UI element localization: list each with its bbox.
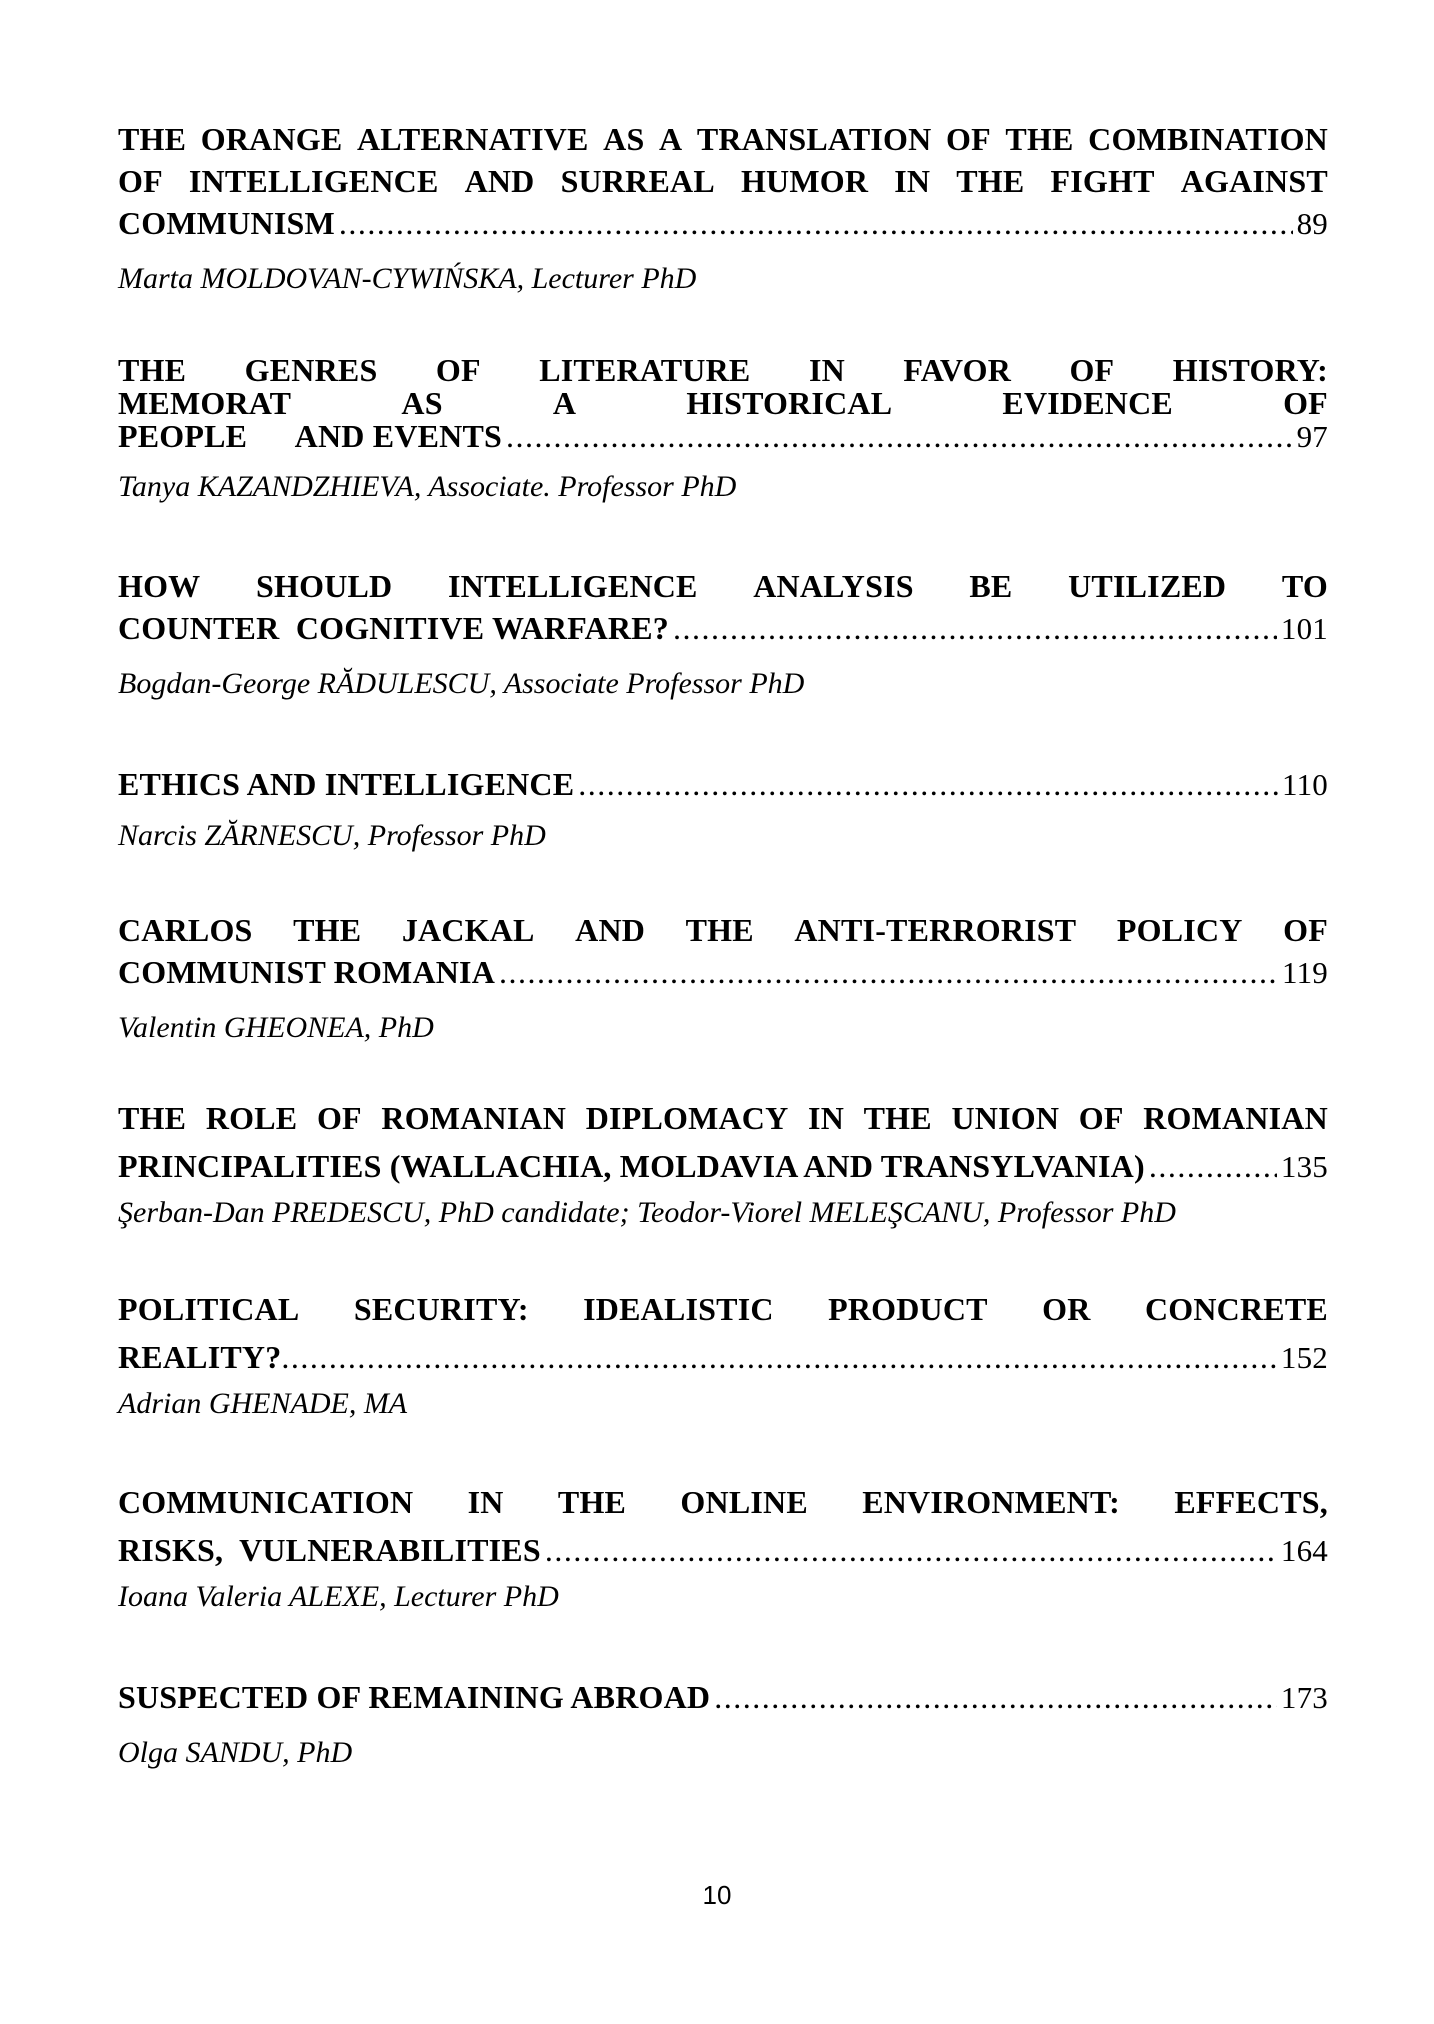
title-last-text: PRINCIPALITIES (WALLACHIA, MOLDAVIA AND TRANSYLVANIA)	[118, 1148, 1145, 1184]
title-word: OF	[1283, 385, 1328, 421]
title-word: UTILIZED	[1068, 568, 1227, 604]
title-word: THE	[685, 912, 754, 948]
toc-entry	[118, 118, 1328, 299]
title-word: INTELLIGENCE	[188, 163, 439, 199]
title-word: ROMANIAN	[1143, 1100, 1328, 1136]
title-word: ANALYSIS	[753, 568, 914, 604]
page-number: 110	[1282, 767, 1328, 802]
dot-leader	[578, 763, 1278, 805]
page-number: 101	[1280, 611, 1328, 646]
title-word: INTELLIGENCE	[448, 568, 698, 604]
toc-entry	[118, 1676, 1328, 1773]
title-word: ALTERNATIVE	[356, 121, 589, 157]
title-last-text: SUSPECTED OF REMAINING ABROAD	[118, 1679, 711, 1715]
title-word: GENRES	[244, 352, 378, 388]
title-line	[118, 1094, 1328, 1142]
title-word: AND	[575, 912, 646, 948]
entry-title	[118, 1285, 1328, 1382]
dot-leader	[506, 420, 1293, 453]
entry-author: Şerban-Dan PREDESCU, PhD candidate; Teodor-Viorel MELEŞCANU, Professor PhD	[118, 1196, 1176, 1229]
title-word: OF	[1069, 352, 1115, 388]
title-word: OF	[316, 1100, 362, 1136]
title-word: HOW	[118, 568, 201, 604]
title-word: ANTI-TERRORIST	[794, 912, 1077, 948]
page-number: 119	[1282, 955, 1328, 990]
title-last-text: ETHICS AND INTELLIGENCE	[118, 766, 575, 802]
title-word: CARLOS	[118, 912, 253, 948]
title-word: OF	[435, 352, 481, 388]
title-word: ROLE	[205, 1100, 298, 1136]
title-word: TRANSLATION	[696, 121, 932, 157]
title-word: OR	[1042, 1291, 1091, 1327]
title-last-text: COMMUNISM	[118, 205, 335, 241]
entry-title	[118, 909, 1328, 994]
title-last-line	[118, 1676, 1328, 1719]
entry-title	[118, 1478, 1328, 1575]
title-word: POLITICAL	[118, 1291, 300, 1327]
title-word: THE	[557, 1484, 627, 1520]
title-word: ROMANIAN	[381, 1100, 567, 1136]
entry-title	[118, 1094, 1328, 1191]
title-word: OF	[118, 163, 163, 199]
dot-leader	[1149, 1142, 1277, 1190]
title-word: AS	[401, 385, 443, 421]
title-word: THE	[293, 912, 362, 948]
title-word: OF	[1283, 912, 1328, 948]
title-word: BE	[969, 568, 1013, 604]
toc-entry	[118, 565, 1328, 704]
title-last-line	[118, 1333, 1328, 1382]
page-number: 152	[1280, 1340, 1328, 1375]
entry-title	[118, 763, 1328, 806]
title-word: EFFECTS,	[1174, 1484, 1328, 1520]
title-word: DIPLOMACY	[585, 1100, 789, 1136]
title-line	[118, 354, 1328, 387]
title-word: COMMUNICATION	[118, 1484, 414, 1520]
title-last-text: RISKS, VULNERABILITIES	[118, 1532, 541, 1568]
title-word: ONLINE	[680, 1484, 808, 1520]
dot-leader	[499, 951, 1278, 993]
title-word: IN	[808, 1100, 845, 1136]
entry-title	[118, 354, 1328, 453]
entry-author: Adrian GHENADE, MA	[118, 1387, 408, 1420]
entry-author: Marta MOLDOVAN-CYWIŃSKA, Lecturer PhD	[118, 262, 697, 295]
title-word: IN	[808, 352, 845, 388]
entry-title	[118, 565, 1328, 650]
page-number: 164	[1280, 1533, 1328, 1568]
title-word: IDEALISTIC	[583, 1291, 774, 1327]
entry-author: Tanya KAZANDZHIEVA, Associate. Professor PhD	[118, 470, 737, 503]
title-word: UNION	[951, 1100, 1060, 1136]
title-word: TO	[1281, 568, 1328, 604]
title-word: COMBINATION	[1088, 121, 1328, 157]
entry-author: Narcis ZĂRNESCU, Professor PhD	[118, 819, 546, 852]
title-word: AND	[464, 163, 535, 199]
title-line	[118, 1285, 1328, 1333]
title-word: SHOULD	[256, 568, 393, 604]
dot-leader	[281, 1333, 1280, 1381]
title-word: OF	[946, 121, 991, 157]
title-line	[118, 1478, 1328, 1526]
toc-entry	[118, 1478, 1328, 1617]
title-line	[118, 565, 1328, 607]
entry-author: Ioana Valeria ALEXE, Lecturer PhD	[118, 1580, 559, 1613]
page-number: 135	[1280, 1149, 1328, 1184]
title-word: SURREAL	[560, 163, 715, 199]
title-word: AGAINST	[1180, 163, 1328, 199]
title-word: JACKAL	[401, 912, 535, 948]
title-word: ENVIRONMENT:	[862, 1484, 1120, 1520]
title-word: POLICY	[1116, 912, 1243, 948]
title-word: IN	[467, 1484, 504, 1520]
title-line	[118, 909, 1328, 951]
title-last-line	[118, 607, 1328, 650]
page-number: 97	[1296, 419, 1328, 454]
title-line	[118, 387, 1328, 420]
toc-entry	[118, 354, 1328, 507]
title-word: THE	[118, 1100, 187, 1136]
title-word: LITERATURE	[539, 352, 751, 388]
title-word: THE	[956, 163, 1025, 199]
title-last-line	[118, 420, 1328, 453]
toc-entry	[118, 763, 1328, 856]
title-line	[118, 160, 1328, 202]
title-word: PRODUCT	[828, 1291, 988, 1327]
title-word: ORANGE	[200, 121, 343, 157]
entry-author: Valentin GHEONEA, PhD	[118, 1011, 434, 1044]
title-word: THE	[1005, 121, 1074, 157]
title-word: IN	[894, 163, 931, 199]
title-word: FAVOR	[903, 352, 1011, 388]
dot-leader	[673, 607, 1277, 649]
title-word: A	[659, 121, 683, 157]
title-word: A	[552, 385, 577, 421]
entry-title	[118, 118, 1328, 245]
title-word: THE	[118, 121, 187, 157]
page-number: 173	[1280, 1680, 1328, 1715]
title-word: HISTORY:	[1172, 352, 1328, 388]
footer-page-number: 10	[702, 1880, 732, 1910]
entry-author: Bogdan-George RĂDULESCU, Associate Professor PhD	[118, 667, 805, 700]
title-last-line	[118, 763, 1328, 806]
dot-leader	[545, 1526, 1277, 1574]
title-word: THE	[118, 352, 187, 388]
title-word: SECURITY:	[353, 1291, 529, 1327]
toc-entry	[118, 1094, 1328, 1233]
title-last-text: PEOPLE AND EVENTS	[118, 418, 503, 454]
entry-title	[118, 1676, 1328, 1719]
title-line	[118, 118, 1328, 160]
toc-entry	[118, 909, 1328, 1048]
dot-leader	[339, 202, 1293, 244]
title-word: MEMORAT	[118, 385, 292, 421]
title-last-line	[118, 951, 1328, 994]
title-word: THE	[863, 1100, 932, 1136]
title-last-line	[118, 1142, 1328, 1191]
title-word: AS	[603, 121, 645, 157]
dot-leader	[714, 1676, 1277, 1718]
title-word: HUMOR	[740, 163, 869, 199]
title-word: HISTORICAL	[686, 385, 893, 421]
title-last-text: REALITY?	[118, 1339, 282, 1375]
title-word: FIGHT	[1050, 163, 1155, 199]
title-word: CONCRETE	[1144, 1291, 1328, 1327]
title-word: OF	[1078, 1100, 1124, 1136]
title-last-text: COUNTER COGNITIVE WARFARE?	[118, 610, 669, 646]
title-last-line	[118, 202, 1328, 245]
title-word: EVIDENCE	[1002, 385, 1173, 421]
title-last-line	[118, 1526, 1328, 1575]
toc-entry	[118, 1285, 1328, 1424]
page-number: 89	[1296, 206, 1328, 241]
entry-author: Olga SANDU, PhD	[118, 1736, 353, 1769]
title-last-text: COMMUNIST ROMANIA	[118, 954, 496, 990]
